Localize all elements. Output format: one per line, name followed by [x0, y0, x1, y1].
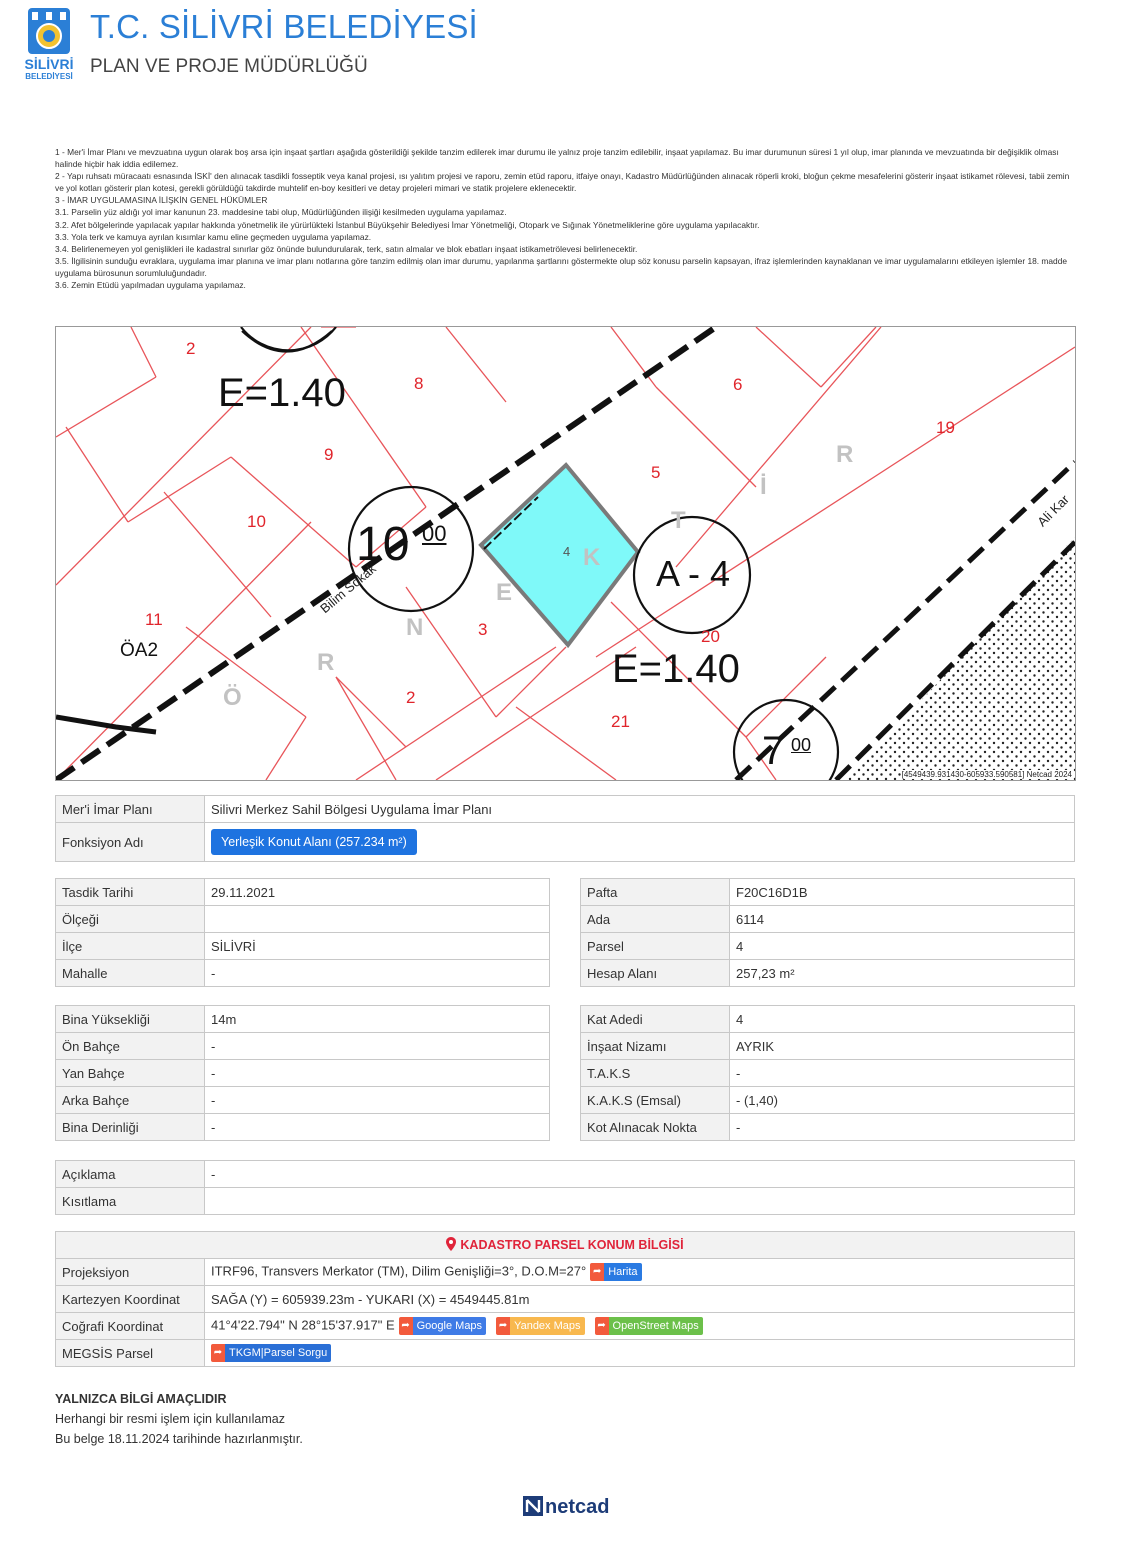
harita-button[interactable] [590, 1263, 641, 1281]
table-row [581, 933, 1075, 960]
field-label: Açıklama [56, 1161, 205, 1188]
field-label: Kısıtlama [56, 1188, 205, 1215]
field-value: 41°4'22.794" N 28°15'37.917" E [211, 1317, 395, 1333]
map-link-icon: ➦ [496, 1317, 510, 1335]
netcad-text: netcad [545, 1496, 610, 1518]
field-value: 4 [730, 1006, 1075, 1033]
parcel-number: 5 [651, 463, 661, 482]
build-table-left [55, 1005, 550, 1141]
meri-label: Mer'i İmar Planı [56, 796, 205, 823]
road-letter: Ö [223, 684, 242, 711]
table-row [56, 960, 550, 987]
field-label: Tasdik Tarihi [56, 879, 205, 906]
info-table-right [580, 878, 1075, 987]
field-value: SAĞA (Y) = 605939.23m - YUKARI (X) = 4549445.81m [205, 1286, 1075, 1313]
fonksiyon-label: Fonksiyon Adı [56, 823, 205, 862]
field-label: Coğrafi Koordinat [56, 1313, 205, 1340]
parcel-number: 9 [324, 445, 334, 464]
field-label: İlçe [56, 933, 205, 960]
road-letter: N [406, 614, 424, 641]
parcel-number: 8 [414, 374, 424, 393]
street-name: Ali Kar [1034, 491, 1072, 530]
field-label: Mahalle [56, 960, 205, 987]
table-row [56, 1033, 550, 1060]
road-letter: E [496, 579, 513, 606]
parcel-number: 10 [247, 512, 266, 531]
note-item: 3.3. Yola terk ve kamuya ayrılan kısımlar kamu eline geçmeden uygulama yapılamaz. [55, 231, 372, 242]
field-value: - [205, 1060, 550, 1087]
location-pin-icon [446, 1237, 456, 1254]
map-link-icon: ➦ [590, 1263, 604, 1281]
field-label: Kot Alınacak Nokta [581, 1114, 730, 1141]
tkgm-label: TKGM|Parsel Sorgu [225, 1344, 331, 1362]
openstreet-maps-button[interactable] [595, 1317, 703, 1335]
tkgm-parsel-sorgu-button[interactable] [211, 1344, 331, 1362]
road-letter: K [583, 544, 601, 571]
build-table-right [580, 1005, 1075, 1141]
field-value: 6114 [730, 906, 1075, 933]
table-row [56, 823, 1075, 862]
table-row [56, 1006, 550, 1033]
field-value: - [205, 960, 550, 987]
google-maps-label: Google Maps [413, 1317, 486, 1335]
field-label: Projeksiyon [56, 1259, 205, 1286]
field-value: SİLİVRİ [205, 933, 550, 960]
info-table-left [55, 878, 550, 987]
parcel-number: 20 [701, 627, 720, 646]
logo-text-top: SİLİVRİ [24, 56, 74, 72]
note-item: 3 - İMAR UYGULAMASINA İLİŞKİN GENEL HÜKÜMLER [55, 195, 268, 206]
note-item: 3.6. Zemin Etüdü yapılmadan uygulama yapılamaz. [55, 280, 246, 291]
field-label: Kat Adedi [581, 1006, 730, 1033]
page-header [22, 6, 1112, 86]
map-link-icon: ➦ [399, 1317, 413, 1335]
emsal-label: E=1.40 [218, 371, 346, 415]
note-item: 2 - Yapı ruhsatı müracaatı esnasında İSKİ' den alınacak tasdikli fosseptik veya kanal projesi, ısı yalıtım projesi ve raporu, zemin etüd raporu, itfaiye onayı, Kadastro Müdürlüğünden alınacak röperli kroki, bloğun çekme mesafelerini gösterir inşaat istikamet rölevesi, tabii zemin ve yol kotları gösterir plan kotesi, gerekli görüldüğü takdirde muhtelif en-boy kesitleri ve detay projeleri mimari ve statik projelere eklenecektir. [55, 171, 1070, 194]
note-item: 3.4. Belirlenemeyen yol genişlikleri ile kadastral sınırlar göz önünde bulundurularak, terk, satın almalar ve blok ebatları inşaat istikametrölevesi belirlenecektir. [55, 243, 638, 254]
road-letter: R [836, 441, 854, 468]
field-value [205, 1188, 1075, 1215]
height-label: 10 [356, 518, 410, 571]
field-value: - [730, 1060, 1075, 1087]
field-label: Hesap Alanı [581, 960, 730, 987]
field-value [205, 906, 550, 933]
table-row [56, 1313, 1075, 1340]
field-label: Ölçeği [56, 906, 205, 933]
table-row [56, 1286, 1075, 1313]
field-value: 29.11.2021 [205, 879, 550, 906]
netcad-icon [523, 1496, 543, 1516]
fonksiyon-button[interactable]: Yerleşik Konut Alanı (257.234 m²) [211, 829, 417, 855]
field-label: Arka Bahçe [56, 1087, 205, 1114]
meri-value: Silivri Merkez Sahil Bölgesi Uygulama İmar Planı [205, 796, 1075, 823]
plan-table [55, 795, 1075, 862]
page-title: T.C. SİLİVRİ BELEDİYESİ [90, 8, 478, 45]
disclaimer-text: Herhangi bir resmi işlem için kullanılamaz [55, 1412, 285, 1426]
table-row [581, 1114, 1075, 1141]
parcel-number: 6 [733, 375, 743, 394]
field-label: T.A.K.S [581, 1060, 730, 1087]
field-value: 4 [730, 933, 1075, 960]
prepared-date-text: Bu belge 18.11.2024 tarihinde hazırlanmıştır. [55, 1432, 303, 1446]
table-row [56, 1259, 1075, 1286]
field-label: Ada [581, 906, 730, 933]
parcel-number: 19 [936, 418, 955, 437]
table-row [581, 1060, 1075, 1087]
table-row [56, 1087, 550, 1114]
parcel-number: 2 [186, 339, 196, 358]
field-value: ITRF96, Transvers Merkator (TM), Dilim Genişliği=3°, D.O.M=27° [211, 1263, 587, 1279]
netcad-logo [523, 1496, 609, 1519]
field-value: - [205, 1087, 550, 1114]
table-row [56, 1060, 550, 1087]
field-label: MEGSİS Parsel [56, 1340, 205, 1367]
zone-code: ÖA2 [120, 640, 159, 661]
disclaimer-title: YALNIZCA BİLGİ AMAÇLIDIR [55, 1392, 227, 1406]
road-letter: R [317, 649, 335, 676]
note-item: 1 - Mer'i İmar Planı ve mevzuatına uygun olarak boş arsa için inşaat şartları aşağıda gösterildiği şekilde tanzim edilerek imar durumu ile yalnız proje tanzim edilebilir, inşaat yapılamaz. Bu imar durumunun süresi 1 yıl olup, imar planında ve mevzuatında bir değişiklik olması halinde hiçbir hak iddia edilemez. [55, 147, 1059, 170]
table-row [56, 1232, 1075, 1259]
road-letter: T [671, 507, 686, 534]
note-item: 3.5. İlgilisinin sunduğu evraklara, uygulama imar planına ve imar planı notlarına göre tanzim edilmiş olan imar durumu, yapılanma şartlarını göstermekte olup söz konusu parselin kapsayan, ifraz işlemlerinden kaynaklanan ve imar uygulamalarını etkileyen işlemler 18. madde uygulama bürosunun sorumluluğundadır. [55, 255, 1068, 278]
table-row [581, 1033, 1075, 1060]
field-value: F20C16D1B [730, 879, 1075, 906]
yandex-maps-button[interactable] [496, 1317, 584, 1335]
table-row [581, 1006, 1075, 1033]
parcel-number: 3 [478, 620, 488, 639]
kadastro-title: KADASTRO PARSEL KONUM BİLGİSİ [460, 1237, 684, 1252]
road-letter: İ [760, 473, 767, 500]
field-label: Kartezyen Koordinat [56, 1286, 205, 1313]
table-row [56, 906, 550, 933]
openstreet-maps-label: OpenStreet Maps [609, 1317, 703, 1335]
emsal-label: E=1.40 [612, 647, 740, 691]
map-link-icon: ➦ [211, 1344, 225, 1362]
field-value: - (1,40) [730, 1087, 1075, 1114]
height-label-sup: 00 [422, 521, 447, 546]
note-item: 3.1. Parselin yüz aldığı yol imar kanunun 23. maddesine tabi olup, Müdürlüğünden ilişiği kesilmeden uygulama yapılamaz. [55, 207, 507, 218]
field-value: - [205, 1033, 550, 1060]
map-coordinate-note: [4549439.931430-605933.590581] Netcad 2024 [901, 770, 1072, 779]
field-label: İnşaat Nizamı [581, 1033, 730, 1060]
field-value: - [205, 1161, 1075, 1188]
silivri-logo [22, 6, 76, 86]
parcel-number: 21 [611, 712, 630, 731]
field-label: Ön Bahçe [56, 1033, 205, 1060]
table-row [581, 1087, 1075, 1114]
field-value: - [205, 1114, 550, 1141]
selected-parcel [481, 465, 638, 645]
table-row [581, 906, 1075, 933]
imar-notes [55, 146, 1075, 291]
kadastro-table [55, 1231, 1075, 1367]
table-row [581, 879, 1075, 906]
table-row [56, 933, 550, 960]
extra-table [55, 1160, 1075, 1215]
field-value: 257,23 m² [730, 960, 1075, 987]
height-label-sup: 00 [791, 735, 812, 755]
footer-disclaimer [55, 1389, 303, 1449]
field-value: 14m [205, 1006, 550, 1033]
field-label: Pafta [581, 879, 730, 906]
table-row [581, 960, 1075, 987]
height-label: 7 [762, 729, 785, 773]
table-row [56, 1114, 550, 1141]
field-label: K.A.K.S (Emsal) [581, 1087, 730, 1114]
field-label: Bina Derinliği [56, 1114, 205, 1141]
yandex-maps-label: Yandex Maps [510, 1317, 584, 1335]
table-row [56, 1161, 1075, 1188]
street-name: Bilim Sokak [317, 560, 379, 617]
table-row [56, 879, 550, 906]
table-row [56, 1188, 1075, 1215]
parcel-number: 4 [563, 544, 571, 559]
harita-label: Harita [604, 1263, 641, 1281]
note-item: 3.2. Afet bölgelerinde yapılacak yapılar hakkında yönetmelik ile yürürlükteki İstanbul Büyükşehir Belediyesi İmar Yönetmeliği, Otopark ve Sığınak Yönetmeliklerine göre uygulama yapılacaktır. [55, 219, 760, 230]
google-maps-button[interactable] [399, 1317, 486, 1335]
map-link-icon: ➦ [595, 1317, 609, 1335]
imar-map[interactable] [55, 326, 1076, 781]
field-value: AYRIK [730, 1033, 1075, 1060]
field-label: Parsel [581, 933, 730, 960]
parcel-number: 11 [145, 610, 163, 629]
zone-label: A - 4 [656, 553, 731, 594]
page-subtitle: PLAN VE PROJE MÜDÜRLÜĞÜ [90, 56, 368, 77]
logo-text-bottom: BELEDİYESİ [25, 72, 73, 81]
field-label: Bina Yüksekliği [56, 1006, 205, 1033]
table-row [56, 1340, 1075, 1367]
field-label: Yan Bahçe [56, 1060, 205, 1087]
parcel-number: 2 [406, 688, 416, 707]
field-value: - [730, 1114, 1075, 1141]
table-row [56, 796, 1075, 823]
